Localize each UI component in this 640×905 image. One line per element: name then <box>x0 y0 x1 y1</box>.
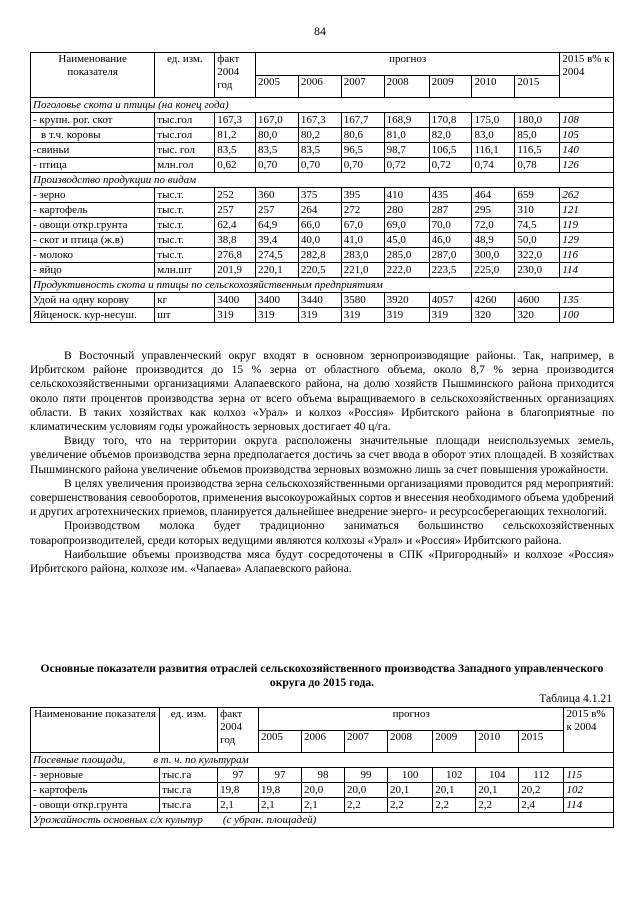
table-row <box>31 798 614 813</box>
table-cell: 83,5 <box>256 143 299 158</box>
table-cell: 50,0 <box>515 233 560 248</box>
table-cell: 106,5 <box>429 143 472 158</box>
table-cell: 319 <box>384 308 429 323</box>
table-cell: 62,4 <box>215 218 256 233</box>
table-cell: 252 <box>215 188 256 203</box>
table-cell: 395 <box>341 188 384 203</box>
table-cell: 67,0 <box>341 218 384 233</box>
table-cell: 2,4 <box>519 798 564 813</box>
table-cell: кг <box>155 293 215 308</box>
table-cell: 319 <box>429 308 472 323</box>
table-cell: 97 <box>259 768 302 783</box>
table-cell: - картофель <box>31 203 155 218</box>
table-cell: Удой на одну корову <box>31 293 155 308</box>
table-cell: - крупн. рог. скот <box>31 113 155 128</box>
header-year: 2010 <box>472 75 515 98</box>
table-cell: 285,0 <box>384 248 429 263</box>
table-cell: 48,9 <box>472 233 515 248</box>
table-cell: 3440 <box>298 293 341 308</box>
table-cell: 83,5 <box>298 143 341 158</box>
table-cell: 83,5 <box>215 143 256 158</box>
table-cell: 81,0 <box>384 128 429 143</box>
header-pct: 2015 в% к 2004 <box>564 708 614 753</box>
table-row <box>31 768 614 783</box>
table-cell: 69,0 <box>384 218 429 233</box>
header-forecast: прогноз <box>259 708 564 731</box>
table-cell: 46,0 <box>429 233 472 248</box>
table-cell: 66,0 <box>298 218 341 233</box>
west-district-table <box>30 707 614 828</box>
table-cell: 287 <box>429 203 472 218</box>
header-year: 2006 <box>302 730 345 753</box>
table-cell: 39,4 <box>256 233 299 248</box>
table-cell: 102 <box>564 783 614 798</box>
table-cell: 2,2 <box>345 798 388 813</box>
table-cell: 126 <box>560 158 614 173</box>
table-cell: 167,3 <box>215 113 256 128</box>
table-cell: 105 <box>560 128 614 143</box>
table-cell: 360 <box>256 188 299 203</box>
table-cell: 85,0 <box>515 128 560 143</box>
table-cell: 100 <box>388 768 433 783</box>
paragraph: Наибольшие объемы производства мяса будут сосредоточены в СПК «Пригородный» и колхозе «Россия» Ирбитского района, колхозе им. «Чапаева» Алапаевского района. <box>30 547 614 576</box>
header-year: 2010 <box>476 730 519 753</box>
section-title: Продуктивность скота и птицы по сельскохозяйственным предприятиям <box>31 278 614 293</box>
table-cell: 282,8 <box>298 248 341 263</box>
header-year: 2009 <box>429 75 472 98</box>
table-cell: 300,0 <box>472 248 515 263</box>
table-cell: 170,8 <box>429 113 472 128</box>
table-row <box>31 233 614 248</box>
table-cell: 0,62 <box>215 158 256 173</box>
page-number: 84 <box>314 24 326 38</box>
table-cell: 168,9 <box>384 113 429 128</box>
table-cell: - зерновые <box>31 768 160 783</box>
table-cell: 4260 <box>472 293 515 308</box>
table-cell: 97 <box>218 768 259 783</box>
header-name: Наименование показателя <box>31 53 155 98</box>
table-cell: -свиньи <box>31 143 155 158</box>
header-year: 2007 <box>341 75 384 98</box>
header-fact: факт 2004 год <box>218 708 259 753</box>
table-cell: 121 <box>560 203 614 218</box>
section-title: Поголовье скота и птицы (на конец года) <box>31 98 614 113</box>
table-cell: 220,1 <box>256 263 299 278</box>
table-cell: 319 <box>298 308 341 323</box>
header-name: Наименование показателя <box>31 708 160 753</box>
table-cell: 0,74 <box>472 158 515 173</box>
section-row <box>31 813 614 828</box>
table-cell: 319 <box>341 308 384 323</box>
table-cell: 102 <box>433 768 476 783</box>
table-row <box>31 263 614 278</box>
table-row <box>31 188 614 203</box>
table-cell: 3580 <box>341 293 384 308</box>
table-cell: тыс.т. <box>155 248 215 263</box>
table-row <box>31 783 614 798</box>
table-row <box>31 293 614 308</box>
table-cell: тыс.га <box>160 783 218 798</box>
table-row <box>31 113 614 128</box>
table-cell: - яйцо <box>31 263 155 278</box>
table-cell: 20,0 <box>302 783 345 798</box>
table-cell: тыс.гол <box>155 113 215 128</box>
section-title-b: (с убран. площадей) <box>222 813 317 826</box>
header-forecast: прогноз <box>256 53 560 76</box>
header-unit: ед. изм. <box>155 53 215 98</box>
table-cell: 140 <box>560 143 614 158</box>
table-cell: 20,1 <box>476 783 519 798</box>
table-cell: - овощи откр.грунта <box>31 218 155 233</box>
table-cell: 112 <box>519 768 564 783</box>
header-year: 2009 <box>433 730 476 753</box>
table-cell: 225,0 <box>472 263 515 278</box>
header-year: 2005 <box>256 75 299 98</box>
table-cell: 167,0 <box>256 113 299 128</box>
table-cell: тыс. гол <box>155 143 215 158</box>
section-row <box>31 173 614 188</box>
table-row <box>31 308 614 323</box>
table-cell: 264 <box>298 203 341 218</box>
paragraph: В Восточный управленческий округ входят в основном зернопроизводящие районы. Так, например, в Ирбитском районе производится до 15 % зерна от областного объема, около 8,7 % зерна производится сельскохозяйственными организациями Алапаевского района, на долю хозяйств Пышминского района приходится около пяти процентов производства зерна от всего объема выращиваемого в сельскохозяйственных организациях области. В таких хозяйствах как колхоз «Урал» и колхоз «Россия» Ирбитского района в благоприятные по климатическим условиям годы урожайность зерновых достигает 40 ц/га. <box>30 349 614 434</box>
section-title-a: Посевные площади, <box>33 753 126 766</box>
table-cell: 2,1 <box>218 798 259 813</box>
header-row <box>31 708 614 731</box>
table-cell: 99 <box>345 768 388 783</box>
table-cell: 19,8 <box>259 783 302 798</box>
livestock-forecast-table <box>30 52 614 323</box>
table-cell: 119 <box>560 218 614 233</box>
paragraph: Производством молока будет традиционно заниматься большинство сельскохозяйственных товаропроизводителей, среди которых ведущими являются колхозы «Урал» и «Россия» Ирбитского района. <box>30 519 614 547</box>
table-cell: Яйценоск. кур-несуш. <box>31 308 155 323</box>
table-cell: 287,0 <box>429 248 472 263</box>
table-cell: 100 <box>560 308 614 323</box>
section-row <box>31 278 614 293</box>
table-cell: 230,0 <box>515 263 560 278</box>
table-cell: 80,2 <box>298 128 341 143</box>
table-cell: 310 <box>515 203 560 218</box>
section-title-b: в т. ч. по культурам <box>153 753 249 766</box>
table-cell: 72,0 <box>472 218 515 233</box>
section-title <box>31 813 614 828</box>
table-cell: 180,0 <box>515 113 560 128</box>
table-cell: 319 <box>256 308 299 323</box>
table-cell: шт <box>155 308 215 323</box>
table-cell: млн.гол <box>155 158 215 173</box>
table-cell: 167,7 <box>341 113 384 128</box>
section-title <box>31 753 614 768</box>
table-cell: 20,1 <box>433 783 476 798</box>
table-cell: 40,0 <box>298 233 341 248</box>
table-cell: 320 <box>472 308 515 323</box>
table-cell: 116,5 <box>515 143 560 158</box>
table-cell: 80,0 <box>256 128 299 143</box>
table-cell: 116 <box>560 248 614 263</box>
table-cell: 0,78 <box>515 158 560 173</box>
table-cell: 464 <box>472 188 515 203</box>
table-cell: 3920 <box>384 293 429 308</box>
table-cell: 2,1 <box>302 798 345 813</box>
table-cell: - картофель <box>31 783 160 798</box>
table-cell: 20,0 <box>345 783 388 798</box>
table-cell: 223,5 <box>429 263 472 278</box>
table-cell: 98 <box>302 768 345 783</box>
table-cell: 175,0 <box>472 113 515 128</box>
table-cell: тыс.т. <box>155 188 215 203</box>
table-cell: 81,2 <box>215 128 256 143</box>
table-cell: 19,8 <box>218 783 259 798</box>
header-fact: факт 2004 год <box>215 53 256 98</box>
header-year: 2006 <box>298 75 341 98</box>
table-row <box>31 248 614 263</box>
table-cell: тыс.т. <box>155 233 215 248</box>
body-text <box>30 349 614 576</box>
table-cell: 410 <box>384 188 429 203</box>
table-cell: - зерно <box>31 188 155 203</box>
table-cell: 96,5 <box>341 143 384 158</box>
table-cell: 114 <box>560 263 614 278</box>
table-cell: 41,0 <box>341 233 384 248</box>
section-heading: Основные показатели развития отраслей сельскохозяйственного производства Западного управленческого округа до 2015 года. <box>40 662 604 689</box>
table-cell: 435 <box>429 188 472 203</box>
header-year: 2008 <box>384 75 429 98</box>
table-cell: 104 <box>476 768 519 783</box>
table-cell: 2,2 <box>476 798 519 813</box>
table-cell: 74,5 <box>515 218 560 233</box>
table-row <box>31 158 614 173</box>
section-row <box>31 98 614 113</box>
table-cell: 114 <box>564 798 614 813</box>
table-cell: 320 <box>515 308 560 323</box>
header-year: 2008 <box>388 730 433 753</box>
table-row <box>31 203 614 218</box>
table-label: Таблица 4.1.21 <box>539 692 612 705</box>
header-year: 2005 <box>259 730 302 753</box>
paragraph: Ввиду того, что на территории округа расположены значительные площади неиспользуемых земель, увеличение объемов производства зерна предполагается достичь за счет ввода в оборот этих площадей. В хозяйствах Пышминского района увеличение объемов производства зерновых возможно лишь за счет повышения урожайности. <box>30 434 614 476</box>
table-cell: 221,0 <box>341 263 384 278</box>
table-cell: 2,2 <box>388 798 433 813</box>
table-cell: 20,1 <box>388 783 433 798</box>
table-row <box>31 128 614 143</box>
table-cell: 0,72 <box>429 158 472 173</box>
table-cell: 45,0 <box>384 233 429 248</box>
section-row <box>31 753 614 768</box>
table-cell: 135 <box>560 293 614 308</box>
table-cell: млн.шт <box>155 263 215 278</box>
table-cell: 0,70 <box>256 158 299 173</box>
table-cell: 116,1 <box>472 143 515 158</box>
table-cell: 201,9 <box>215 263 256 278</box>
table-cell: 2,1 <box>259 798 302 813</box>
table-cell: 283,0 <box>341 248 384 263</box>
paragraph: В целях увеличения производства зерна сельскохозяйственными организациями проводится ряд мероприятий: совершенствования севооборотов, применения высокоурожайных сортов и внесения необходимого объема удобрений и других агротехнических приемов, планируется дальнейшее внедрение энерго- и ресурсосберегающих технологий. <box>30 476 614 519</box>
table-cell: 220,5 <box>298 263 341 278</box>
table-cell: 0,70 <box>298 158 341 173</box>
table-cell: - овощи откр.грунта <box>31 798 160 813</box>
table-cell: 38,8 <box>215 233 256 248</box>
table-cell: 257 <box>215 203 256 218</box>
table-cell: - скот и птица (ж.в) <box>31 233 155 248</box>
table-cell: 64,9 <box>256 218 299 233</box>
header-pct: 2015 в% к 2004 <box>560 53 614 98</box>
table-cell: тыс.т. <box>155 218 215 233</box>
header-row <box>31 53 614 76</box>
table-cell: 20,2 <box>519 783 564 798</box>
table-cell: тыс.га <box>160 798 218 813</box>
table-cell: 2,2 <box>433 798 476 813</box>
table-cell: 0,70 <box>341 158 384 173</box>
table-cell: 222,0 <box>384 263 429 278</box>
table-cell: 83,0 <box>472 128 515 143</box>
table-row <box>31 218 614 233</box>
table-cell: 82,0 <box>429 128 472 143</box>
table-cell: 272 <box>341 203 384 218</box>
header-year: 2015 <box>519 730 564 753</box>
table-cell: 0,72 <box>384 158 429 173</box>
header-unit: ед. изм. <box>160 708 218 753</box>
table-cell: 108 <box>560 113 614 128</box>
table-cell: 3400 <box>215 293 256 308</box>
table-cell: 98,7 <box>384 143 429 158</box>
table-cell: тыс.т. <box>155 203 215 218</box>
table-cell: 80,6 <box>341 128 384 143</box>
header-year: 2015 <box>515 75 560 98</box>
table-cell: 70,0 <box>429 218 472 233</box>
table-cell: 319 <box>215 308 256 323</box>
table-cell: 115 <box>564 768 614 783</box>
table-cell: 167,3 <box>298 113 341 128</box>
table-cell: 280 <box>384 203 429 218</box>
section-title: Производство продукции по видам <box>31 173 614 188</box>
section-title-a: Урожайность основных с/х культур <box>33 813 203 826</box>
table-cell: 295 <box>472 203 515 218</box>
header-year: 2007 <box>345 730 388 753</box>
table-cell: 276,8 <box>215 248 256 263</box>
table-cell: в т.ч. коровы <box>31 128 155 143</box>
table-cell: 322,0 <box>515 248 560 263</box>
table-cell: 375 <box>298 188 341 203</box>
table-cell: 4600 <box>515 293 560 308</box>
table-row <box>31 143 614 158</box>
table-cell: 262 <box>560 188 614 203</box>
table-cell: - молоко <box>31 248 155 263</box>
table-cell: - птица <box>31 158 155 173</box>
table-cell: тыс.га <box>160 768 218 783</box>
table-cell: 3400 <box>256 293 299 308</box>
table-cell: тыс.гол <box>155 128 215 143</box>
table-cell: 257 <box>256 203 299 218</box>
table-cell: 274,5 <box>256 248 299 263</box>
table-cell: 129 <box>560 233 614 248</box>
table-cell: 659 <box>515 188 560 203</box>
table-cell: 4057 <box>429 293 472 308</box>
